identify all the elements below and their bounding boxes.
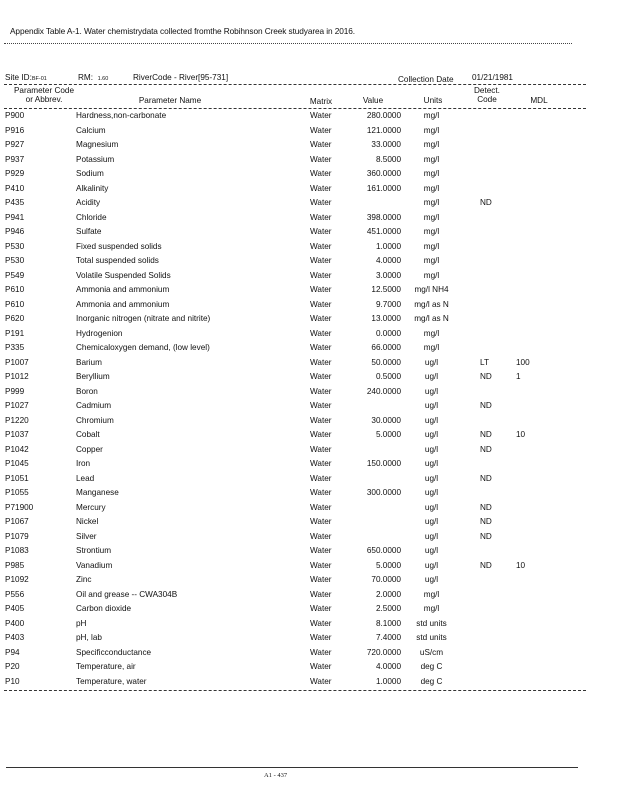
cell-parameter-name: Inorganic nitrogen (nitrate and nitrite) <box>76 314 211 323</box>
cell-value: 240.0000 <box>366 386 401 396</box>
cell-value: 8.1000 <box>375 618 401 628</box>
cell-units: mg/l <box>423 198 440 207</box>
cell-parameter-code: P929 <box>5 169 25 178</box>
river-mile-label: RM: <box>78 73 94 82</box>
table-row <box>0 458 618 473</box>
cell-matrix: Water <box>310 154 332 164</box>
site-id <box>5 73 47 82</box>
cell-detect-code: ND <box>480 372 492 381</box>
title-divider <box>4 43 572 44</box>
table-row <box>0 255 618 270</box>
cell-mdl: 10 <box>516 560 526 570</box>
column-header-parameter-code <box>4 86 84 104</box>
cell-units: mg/l <box>423 270 440 280</box>
collection-date-label: Collection Date <box>398 75 454 84</box>
cell-parameter-name: Iron <box>76 459 91 468</box>
cell-parameter-code: P410 <box>5 183 25 193</box>
cell-matrix: Water <box>310 662 332 671</box>
cell-value: 150.0000 <box>366 459 401 468</box>
cell-parameter-name: Ammonia and ammonium <box>76 299 170 309</box>
cell-matrix: Water <box>310 531 332 541</box>
cell-parameter-name: Zinc <box>76 575 92 584</box>
cell-matrix: Water <box>310 183 332 193</box>
cell-matrix: Water <box>310 517 332 526</box>
cell-units: ug/l <box>424 502 439 512</box>
cell-units: ug/l <box>424 473 439 483</box>
cell-value: 33.0000 <box>371 140 401 149</box>
cell-units: mg/l <box>423 154 440 164</box>
cell-mdl: 10 <box>516 430 526 439</box>
column-header-parameter-name: Parameter Name <box>138 96 202 105</box>
cell-parameter-name: Manganese <box>76 488 119 497</box>
table-row <box>0 502 618 517</box>
cell-value: 4.0000 <box>375 662 401 671</box>
cell-parameter-name: Chemicaloxygen demand, (low level) <box>76 343 210 352</box>
cell-parameter-code: P946 <box>5 227 25 236</box>
cell-matrix: Water <box>310 357 332 367</box>
cell-parameter-code: P1037 <box>5 430 29 439</box>
table-row <box>0 545 618 560</box>
cell-matrix: Water <box>310 560 332 570</box>
table-row <box>0 342 618 357</box>
cell-parameter-code: P927 <box>5 140 25 149</box>
cell-parameter-name: Alkalinity <box>76 183 109 193</box>
table-row <box>0 371 618 386</box>
cell-parameter-name: Total suspended solids <box>76 256 159 265</box>
cell-value: 12.5000 <box>371 285 401 294</box>
column-header-units: Units <box>423 96 443 105</box>
cell-parameter-code: P610 <box>5 299 25 309</box>
cell-parameter-code: P1045 <box>5 459 29 468</box>
cell-matrix: Water <box>310 169 332 178</box>
cell-units: ug/l <box>424 444 439 454</box>
cell-value: 398.0000 <box>366 212 401 222</box>
table-row <box>0 299 618 314</box>
cell-units: ug/l <box>424 459 439 468</box>
cell-parameter-name: Potassium <box>76 154 115 164</box>
cell-units: std units <box>416 633 447 642</box>
cell-matrix: Water <box>310 415 332 425</box>
cell-matrix: Water <box>310 343 332 352</box>
table-title: Appendix Table A-1. Water chemistrydata collected fromthe Robihnson Creek studyarea in 2016. <box>10 26 355 36</box>
cell-units: ug/l <box>424 372 439 381</box>
cell-matrix: Water <box>310 575 332 584</box>
cell-parameter-name: Volatile Suspended Solids <box>76 270 171 280</box>
cell-units: mg/l <box>423 589 440 599</box>
column-header-detect-line2: Code <box>477 95 497 104</box>
cell-parameter-name: Nickel <box>76 517 99 526</box>
cell-units: deg C <box>420 662 443 671</box>
cell-value: 1.0000 <box>375 676 401 686</box>
cell-matrix: Water <box>310 285 332 294</box>
cell-units: mg/l NH4 <box>414 285 449 294</box>
cell-parameter-code: P937 <box>5 154 25 164</box>
cell-units: mg/l <box>423 328 440 338</box>
table-row <box>0 531 618 546</box>
footer-rule <box>6 767 578 768</box>
cell-detect-code: ND <box>480 473 492 483</box>
cell-parameter-name: Cobalt <box>76 430 100 439</box>
table-row <box>0 415 618 430</box>
cell-units: mg/l <box>423 256 440 265</box>
cell-parameter-code: P610 <box>5 285 25 294</box>
cell-value: 1.0000 <box>375 241 401 251</box>
cell-detect-code: ND <box>480 198 492 207</box>
cell-detect-code: ND <box>480 430 492 439</box>
cell-parameter-code: P556 <box>5 589 25 599</box>
page-number: A1 - 437 <box>264 772 288 779</box>
cell-parameter-code: P1092 <box>5 575 29 584</box>
table-row <box>0 357 618 372</box>
table-row <box>0 487 618 502</box>
table-row <box>0 270 618 285</box>
cell-parameter-name: pH <box>76 618 87 628</box>
cell-parameter-name: Silver <box>76 531 97 541</box>
cell-matrix: Water <box>310 198 332 207</box>
table-row <box>0 197 618 212</box>
cell-parameter-code: P530 <box>5 256 25 265</box>
cell-parameter-name: Barium <box>76 357 102 367</box>
cell-units: ug/l <box>424 517 439 526</box>
cell-value: 720.0000 <box>366 647 401 657</box>
cell-parameter-code: P900 <box>5 111 25 120</box>
table-row <box>0 603 618 618</box>
table-row <box>0 139 618 154</box>
cell-matrix: Water <box>310 372 332 381</box>
cell-parameter-code: P941 <box>5 212 25 222</box>
cell-units: mg/l <box>423 343 440 352</box>
cell-value: 9.7000 <box>375 299 401 309</box>
cell-parameter-code: P20 <box>5 662 20 671</box>
river-mile-value: 1.60 <box>97 76 109 82</box>
table-row <box>0 110 618 125</box>
table-row <box>0 241 618 256</box>
cell-units: mg/l <box>423 241 440 251</box>
cell-units: mg/l <box>423 227 440 236</box>
table-row <box>0 589 618 604</box>
cell-parameter-name: Sodium <box>76 169 104 178</box>
cell-parameter-code: P1012 <box>5 372 29 381</box>
cell-parameter-name: Lead <box>76 473 95 483</box>
cell-value: 2.0000 <box>375 589 401 599</box>
cell-parameter-code: P335 <box>5 343 25 352</box>
table-row <box>0 125 618 140</box>
table-row <box>0 284 618 299</box>
table-row <box>0 313 618 328</box>
cell-value: 8.5000 <box>375 154 401 164</box>
cell-detect-code: LT <box>480 357 489 367</box>
table-row <box>0 386 618 401</box>
cell-units: mg/l as N <box>414 299 449 309</box>
cell-matrix: Water <box>310 314 332 323</box>
cell-value: 50.0000 <box>371 357 401 367</box>
cell-parameter-name: Chromium <box>76 415 114 425</box>
cell-detect-code: ND <box>480 560 492 570</box>
river-code: RiverCode - River[95-731] <box>133 73 229 82</box>
cell-units: mg/l <box>423 125 440 135</box>
site-id-value: BF-01 <box>31 76 47 82</box>
cell-parameter-code: P94 <box>5 647 20 657</box>
cell-matrix: Water <box>310 140 332 149</box>
cell-parameter-name: Boron <box>76 386 98 396</box>
cell-parameter-code: P1027 <box>5 401 29 410</box>
table-row <box>0 618 618 633</box>
table-row <box>0 647 618 662</box>
table-end-divider <box>4 690 586 691</box>
cell-parameter-code: P1220 <box>5 415 29 425</box>
cell-units: mg/l <box>423 169 440 178</box>
cell-units: mg/l <box>423 212 440 222</box>
river-mile <box>78 73 108 82</box>
column-header-value: Value <box>362 96 384 105</box>
cell-units: ug/l <box>424 415 439 425</box>
cell-value: 5.0000 <box>375 560 401 570</box>
cell-parameter-code: P1055 <box>5 488 29 497</box>
cell-parameter-name: Sulfate <box>76 227 102 236</box>
column-header-parameter-code-line2: or Abbrev. <box>25 95 63 104</box>
cell-matrix: Water <box>310 227 332 236</box>
table-row <box>0 429 618 444</box>
cell-value: 650.0000 <box>366 546 401 555</box>
table-row <box>0 328 618 343</box>
cell-parameter-code: P405 <box>5 604 25 613</box>
cell-parameter-name: Hardness,non-carbonate <box>76 111 167 120</box>
cell-value: 0.0000 <box>375 328 401 338</box>
header-divider-top <box>4 84 586 85</box>
cell-matrix: Water <box>310 386 332 396</box>
cell-parameter-code: P549 <box>5 270 25 280</box>
cell-matrix: Water <box>310 459 332 468</box>
cell-parameter-code: P985 <box>5 560 25 570</box>
table-row <box>0 560 618 575</box>
table-row <box>0 516 618 531</box>
cell-matrix: Water <box>310 488 332 497</box>
cell-parameter-name: Copper <box>76 444 103 454</box>
cell-units: deg C <box>420 676 443 686</box>
cell-parameter-code: P1042 <box>5 444 29 454</box>
cell-value: 13.0000 <box>371 314 401 323</box>
column-header-parameter-code-line1: Parameter Code <box>13 86 75 95</box>
site-id-label: Site ID: <box>5 73 32 82</box>
cell-detect-code: ND <box>480 401 492 410</box>
cell-parameter-code: P916 <box>5 125 25 135</box>
cell-parameter-name: Magnesium <box>76 140 119 149</box>
cell-units: ug/l <box>424 575 439 584</box>
table-row <box>0 226 618 241</box>
cell-parameter-code: P435 <box>5 198 25 207</box>
cell-value: 30.0000 <box>371 415 401 425</box>
cell-units: ug/l <box>424 560 439 570</box>
cell-parameter-code: P10 <box>5 676 20 686</box>
cell-matrix: Water <box>310 241 332 251</box>
cell-value: 121.0000 <box>366 125 401 135</box>
cell-parameter-code: P1051 <box>5 473 29 483</box>
cell-parameter-name: Mercury <box>76 502 106 512</box>
cell-units: mg/l <box>423 111 440 120</box>
table-row <box>0 183 618 198</box>
table-row <box>0 400 618 415</box>
cell-parameter-name: Acidity <box>76 198 101 207</box>
cell-value: 2.5000 <box>375 604 401 613</box>
cell-units: mg/l as N <box>414 314 449 323</box>
cell-parameter-name: Strontium <box>76 546 112 555</box>
table-row <box>0 154 618 169</box>
cell-value: 3.0000 <box>375 270 401 280</box>
cell-parameter-name: Chloride <box>76 212 107 222</box>
cell-parameter-name: Temperature, water <box>76 676 147 686</box>
cell-matrix: Water <box>310 401 332 410</box>
table-row <box>0 574 618 589</box>
cell-parameter-name: Carbon dioxide <box>76 604 132 613</box>
table-row <box>0 444 618 459</box>
cell-matrix: Water <box>310 618 332 628</box>
cell-matrix: Water <box>310 299 332 309</box>
cell-detect-code: ND <box>480 531 492 541</box>
cell-parameter-code: P1007 <box>5 357 29 367</box>
cell-parameter-name: Fixed suspended solids <box>76 241 162 251</box>
cell-matrix: Water <box>310 111 332 120</box>
cell-value: 161.0000 <box>366 183 401 193</box>
cell-value: 70.0000 <box>371 575 401 584</box>
cell-units: ug/l <box>424 488 439 497</box>
cell-matrix: Water <box>310 473 332 483</box>
cell-value: 4.0000 <box>375 256 401 265</box>
cell-parameter-code: P400 <box>5 618 25 628</box>
cell-matrix: Water <box>310 647 332 657</box>
table-row <box>0 661 618 676</box>
column-header-detect-line1: Detect. <box>474 86 500 95</box>
cell-parameter-name: Calcium <box>76 125 106 135</box>
cell-matrix: Water <box>310 604 332 613</box>
cell-units: ug/l <box>424 401 439 410</box>
column-header-mdl: MDL <box>530 96 548 105</box>
cell-parameter-name: Ammonia and ammonium <box>76 285 170 294</box>
cell-units: std units <box>416 618 447 628</box>
cell-detect-code: ND <box>480 444 492 454</box>
cell-parameter-code: P999 <box>5 386 25 396</box>
collection-date-value: 01/21/1981 <box>472 73 513 82</box>
cell-value: 0.5000 <box>375 372 401 381</box>
cell-detect-code: ND <box>480 502 492 512</box>
cell-detect-code: ND <box>480 517 492 526</box>
cell-matrix: Water <box>310 125 332 135</box>
cell-units: ug/l <box>424 430 439 439</box>
cell-matrix: Water <box>310 328 332 338</box>
cell-mdl: 1 <box>516 372 521 381</box>
cell-matrix: Water <box>310 589 332 599</box>
cell-parameter-code: P530 <box>5 241 25 251</box>
cell-units: mg/l <box>423 604 440 613</box>
cell-parameter-code: P620 <box>5 314 25 323</box>
cell-parameter-name: Cadmium <box>76 401 112 410</box>
cell-parameter-code: P71900 <box>5 502 34 512</box>
cell-parameter-name: Specificconductance <box>76 647 152 657</box>
header-divider-bottom <box>4 108 586 109</box>
cell-value: 7.4000 <box>375 633 401 642</box>
cell-value: 280.0000 <box>366 111 401 120</box>
cell-units: mg/l <box>423 183 440 193</box>
table-row <box>0 168 618 183</box>
cell-parameter-name: Oil and grease -- CWA304B <box>76 589 178 599</box>
cell-matrix: Water <box>310 633 332 642</box>
cell-value: 300.0000 <box>366 488 401 497</box>
cell-matrix: Water <box>310 444 332 454</box>
cell-parameter-name: Hydrogenion <box>76 328 123 338</box>
cell-parameter-code: P1083 <box>5 546 29 555</box>
cell-matrix: Water <box>310 546 332 555</box>
cell-value: 451.0000 <box>366 227 401 236</box>
table-row <box>0 473 618 488</box>
cell-units: uS/cm <box>419 647 444 657</box>
column-header-detect-code <box>470 86 504 104</box>
cell-value: 5.0000 <box>375 430 401 439</box>
cell-matrix: Water <box>310 502 332 512</box>
cell-parameter-name: Vanadium <box>76 560 113 570</box>
column-header-matrix: Matrix <box>309 97 333 106</box>
cell-mdl: 100 <box>516 357 530 367</box>
cell-units: ug/l <box>424 386 439 396</box>
cell-matrix: Water <box>310 212 332 222</box>
cell-parameter-code: P191 <box>5 328 25 338</box>
cell-units: ug/l <box>424 546 439 555</box>
cell-parameter-name: pH, lab <box>76 633 102 642</box>
cell-value: 360.0000 <box>366 169 401 178</box>
cell-parameter-code: P403 <box>5 633 25 642</box>
cell-matrix: Water <box>310 430 332 439</box>
cell-parameter-code: P1079 <box>5 531 29 541</box>
cell-parameter-code: P1067 <box>5 517 29 526</box>
cell-units: ug/l <box>424 357 439 367</box>
data-table-body <box>0 110 618 690</box>
cell-units: mg/l <box>423 140 440 149</box>
cell-matrix: Water <box>310 270 332 280</box>
cell-units: ug/l <box>424 531 439 541</box>
cell-parameter-name: Beryllium <box>76 372 110 381</box>
cell-value: 66.0000 <box>371 343 401 352</box>
table-row <box>0 676 618 691</box>
cell-matrix: Water <box>310 256 332 265</box>
cell-parameter-name: Temperature, air <box>76 662 136 671</box>
table-row <box>0 212 618 227</box>
cell-matrix: Water <box>310 676 332 686</box>
table-row <box>0 632 618 647</box>
